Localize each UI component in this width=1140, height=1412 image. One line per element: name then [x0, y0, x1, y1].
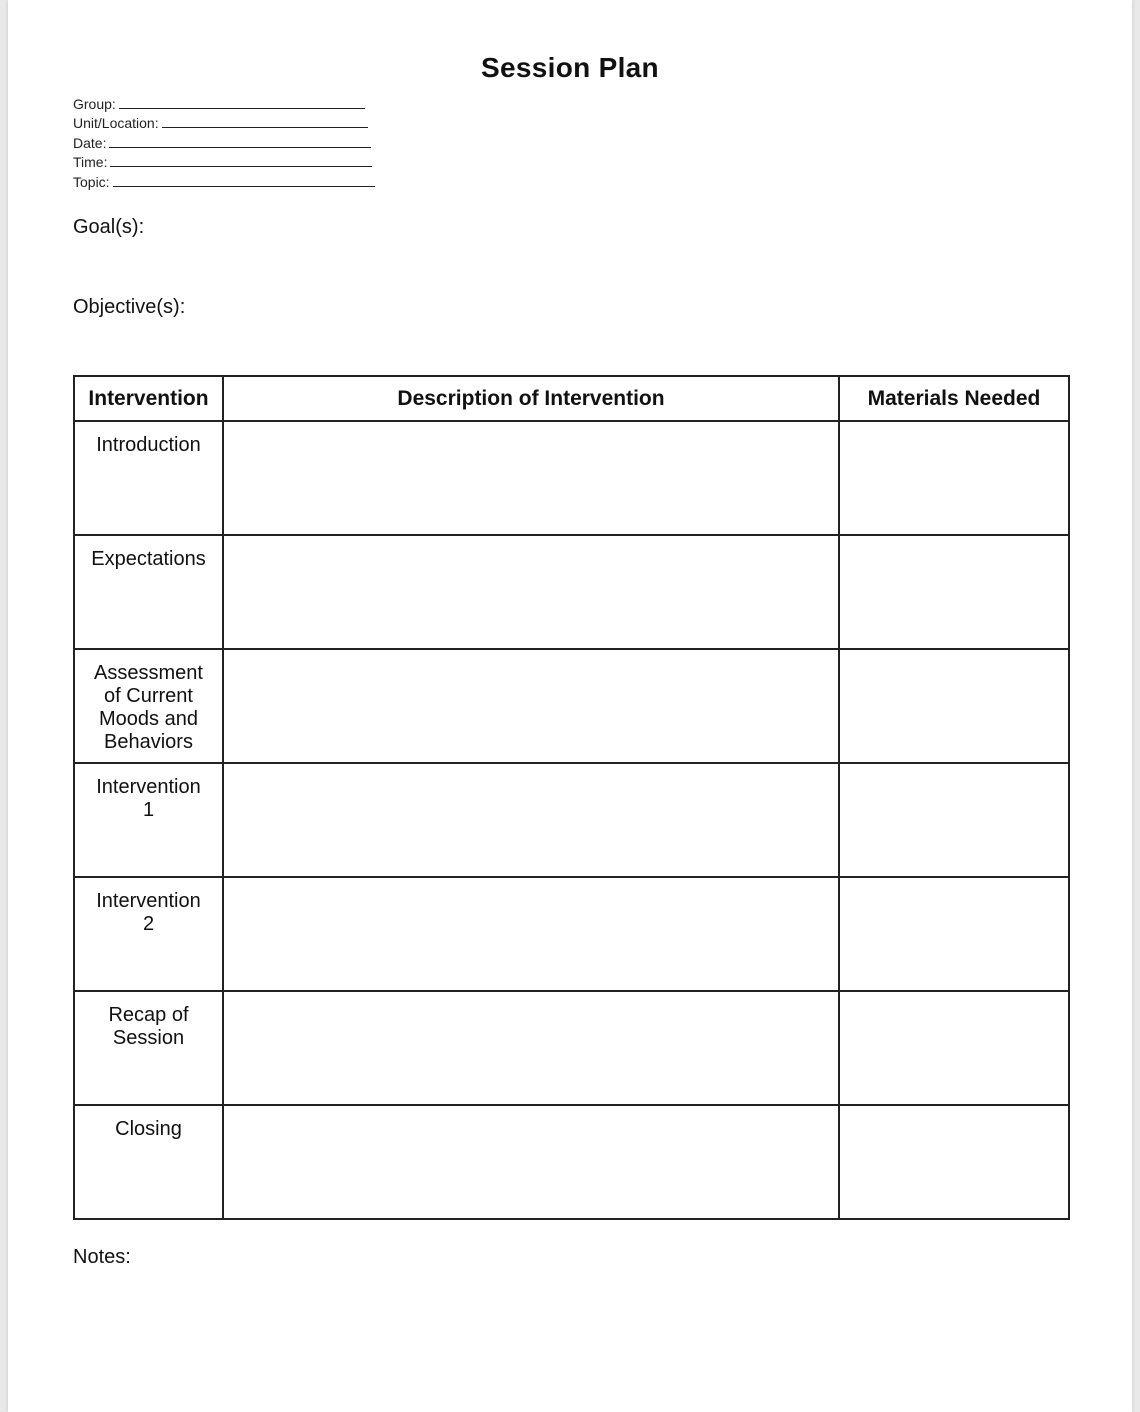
description-cell[interactable]	[223, 535, 839, 649]
step-cell	[74, 649, 223, 763]
field-label: Topic:	[73, 173, 110, 190]
step-cell	[74, 1105, 223, 1219]
field-blank-line	[113, 186, 375, 187]
step-label: Introduction	[96, 434, 201, 456]
table-row	[74, 535, 1069, 649]
notes-label: Notes:	[73, 1246, 131, 1268]
step-label: Closing	[115, 1118, 182, 1140]
column-header-intervention: Intervention	[74, 376, 223, 421]
step-label: Recap of Session	[108, 1004, 189, 1049]
description-cell[interactable]	[223, 421, 839, 535]
table-row	[74, 991, 1069, 1105]
table-row	[74, 421, 1069, 535]
column-header-description: Description of Intervention	[223, 376, 839, 421]
table-row	[74, 649, 1069, 763]
step-cell	[74, 421, 223, 535]
field-unit-location[interactable]	[73, 112, 375, 132]
column-header-materials: Materials Needed	[839, 376, 1069, 421]
document-page	[8, 0, 1132, 1412]
field-label: Group:	[73, 95, 116, 112]
description-cell[interactable]	[223, 763, 839, 877]
field-blank-line	[119, 108, 365, 109]
field-label: Unit/Location:	[73, 115, 159, 131]
page-title: Session Plan	[481, 52, 659, 83]
description-cell[interactable]	[223, 1105, 839, 1219]
materials-cell[interactable]	[839, 991, 1069, 1105]
goals-label: Goal(s):	[73, 216, 145, 238]
step-cell	[74, 991, 223, 1105]
session-plan-table	[73, 375, 1070, 1220]
field-label: Date:	[73, 134, 107, 151]
materials-cell[interactable]	[839, 763, 1069, 877]
step-label: Intervention 2	[96, 890, 201, 935]
field-group[interactable]	[73, 92, 375, 112]
step-label: Assessment of Current Moods and Behaviors	[94, 662, 203, 753]
description-cell[interactable]	[223, 649, 839, 763]
objectives-label: Objective(s):	[73, 296, 186, 318]
materials-cell[interactable]	[839, 649, 1069, 763]
field-label: Time:	[73, 154, 108, 170]
materials-cell[interactable]	[839, 1105, 1069, 1219]
step-label: Expectations	[91, 548, 206, 570]
step-cell	[74, 763, 223, 877]
field-blank-line	[110, 166, 372, 167]
materials-cell[interactable]	[839, 877, 1069, 991]
table-header-row	[74, 376, 1069, 421]
header-fields	[73, 92, 375, 190]
description-cell[interactable]	[223, 877, 839, 991]
materials-cell[interactable]	[839, 421, 1069, 535]
materials-cell[interactable]	[839, 535, 1069, 649]
field-topic[interactable]	[73, 170, 375, 190]
step-cell	[74, 877, 223, 991]
description-cell[interactable]	[223, 991, 839, 1105]
field-blank-line	[162, 127, 368, 128]
field-blank-line	[109, 147, 371, 148]
table-row	[74, 877, 1069, 991]
step-cell	[74, 535, 223, 649]
table-row	[74, 1105, 1069, 1219]
table-row	[74, 763, 1069, 877]
field-date[interactable]	[73, 131, 375, 151]
step-label: Intervention 1	[96, 776, 201, 821]
field-time[interactable]	[73, 151, 375, 171]
